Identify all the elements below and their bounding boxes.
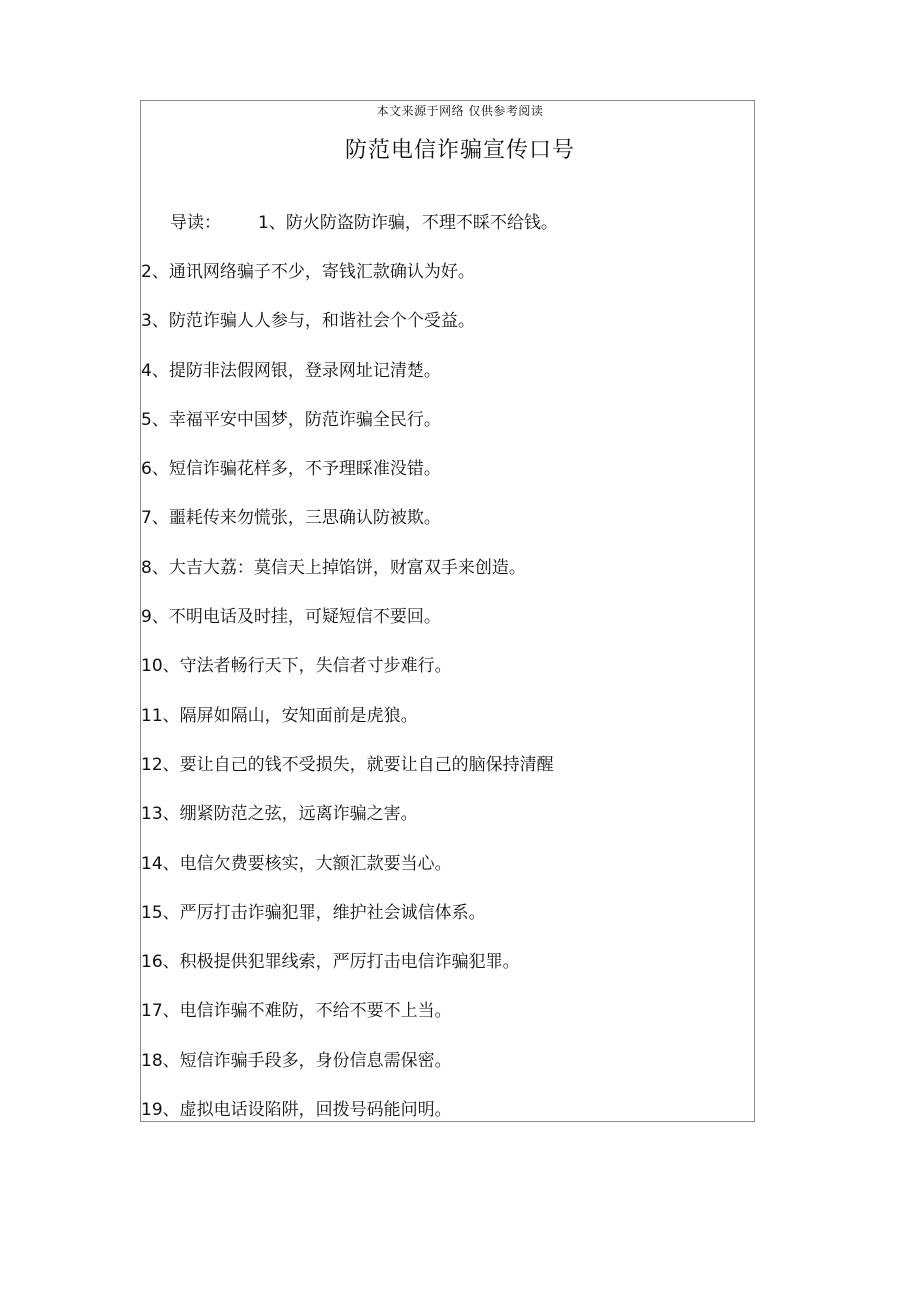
- document-title: 防范电信诈骗宣传口号: [344, 138, 575, 163]
- slogan-item: 3、防范诈骗人人参与，和谐社会个个受益。: [141, 311, 475, 332]
- intro-label: 导读：: [170, 213, 221, 233]
- slogan-list: [141, 259, 753, 1146]
- slogan-item: 8、大吉大荔：莫信天上掉馅饼，财富双手来创造。: [141, 557, 526, 578]
- slogan-item: 14、电信欠费要核实，大额汇款要当心。: [141, 853, 452, 874]
- intro-line: [170, 210, 558, 236]
- slogan-item: 18、短信诈骗手段多，身份信息需保密。: [141, 1050, 452, 1071]
- slogan-item: 13、绷紧防范之弦，远离诈骗之害。: [141, 804, 418, 825]
- slogan-item: 6、短信诈骗花样多，不予理睬准没错。: [141, 459, 441, 480]
- slogan-item: 7、噩耗传来勿慌张，三思确认防被欺。: [141, 508, 441, 529]
- slogan-item: 9、不明电话及时挂，可疑短信不要回。: [141, 607, 441, 628]
- slogan-item: 12、要让自己的钱不受损失，就要让自己的脑保持清醒: [141, 754, 554, 775]
- source-note: 本文来源于网络 仅供参考阅读: [376, 104, 544, 118]
- slogan-item: 10、守法者畅行天下，失信者寸步难行。: [141, 656, 452, 677]
- slogan-item: 2、通讯网络骗子不少，寄钱汇款确认为好。: [141, 262, 475, 282]
- slogan-item: 15、严厉打击诈骗犯罪，维护社会诚信体系。: [141, 902, 486, 923]
- slogan-item: 4、提防非法假网银，登录网址记清楚。: [141, 360, 441, 381]
- slogan-item: 17、电信诈骗不难防，不给不要不上当。: [141, 1001, 452, 1022]
- slogan-item-1: 1、防火防盗防诈骗，不理不睬不给钱。: [258, 213, 558, 233]
- slogan-item: 16、积极提供犯罪线索，严厉打击电信诈骗犯罪。: [141, 952, 520, 973]
- slogan-item: 19、虚拟电话设陷阱，回拨号码能问明。: [141, 1100, 452, 1121]
- slogan-item: 11、隔屏如隔山，安知面前是虎狼。: [141, 705, 418, 726]
- slogan-item: 5、幸福平安中国梦，防范诈骗全民行。: [141, 409, 441, 430]
